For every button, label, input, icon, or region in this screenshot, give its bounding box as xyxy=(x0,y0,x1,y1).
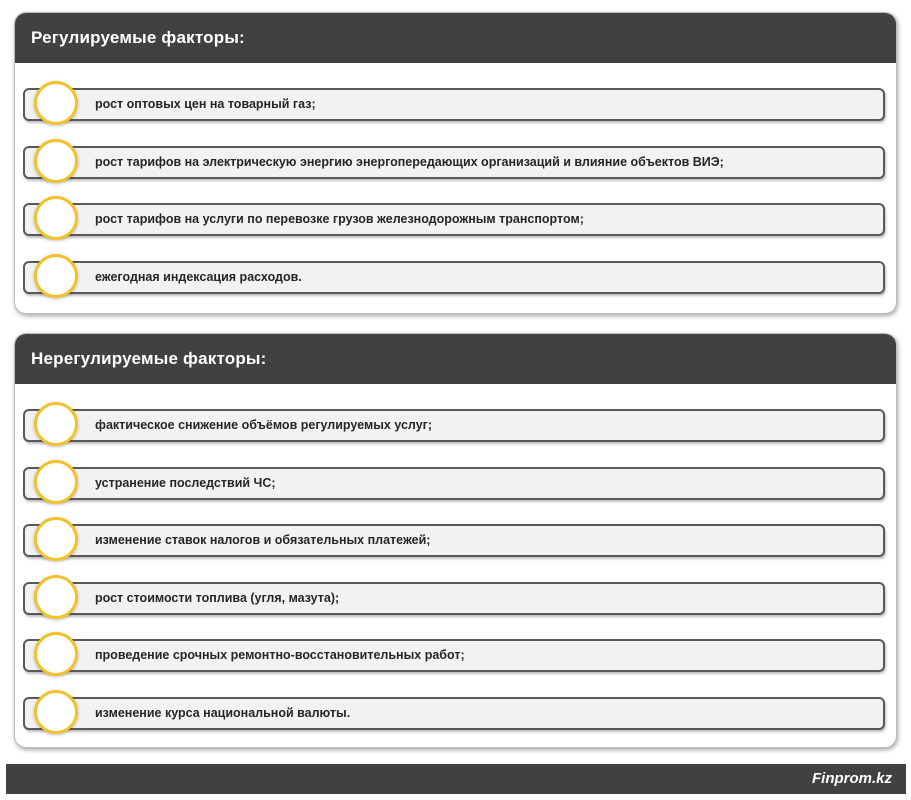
list-item xyxy=(15,405,896,463)
bullet-circle-icon xyxy=(34,139,78,183)
list-item xyxy=(15,635,896,693)
item-text: изменение курса национальной валюты. xyxy=(95,705,351,720)
item-text: ежегодная индексация расходов. xyxy=(95,269,302,284)
bullet-circle-icon xyxy=(34,460,78,504)
footer-bar xyxy=(6,764,906,794)
list-item xyxy=(15,257,896,315)
brand-label: Finprom.kz xyxy=(811,770,892,787)
item-text: фактическое снижение объёмов регулируемых услуг; xyxy=(95,418,433,432)
item-text: рост стоимости топлива (угля, мазута); xyxy=(95,590,340,605)
bullet-circle-icon xyxy=(34,632,78,676)
bullet-circle-icon xyxy=(34,690,78,734)
bullet-circle-icon xyxy=(34,575,78,619)
unregulated-factors-list xyxy=(15,384,896,748)
list-item xyxy=(15,520,896,578)
list-item xyxy=(15,142,896,200)
unregulated-factors-panel xyxy=(14,333,897,748)
regulated-factors-list xyxy=(15,63,896,314)
list-item xyxy=(15,199,896,257)
list-item xyxy=(15,463,896,521)
list-item xyxy=(15,693,896,749)
unregulated-factors-title: Нерегулируемые факторы: xyxy=(15,334,896,384)
bullet-circle-icon xyxy=(34,81,78,125)
list-item xyxy=(15,578,896,636)
item-text: рост оптовых цен на товарный газ; xyxy=(95,97,316,111)
bullet-circle-icon xyxy=(34,517,78,561)
list-item xyxy=(15,84,896,142)
regulated-factors-panel xyxy=(14,12,897,314)
item-text: рост тарифов на услуги по перевозке грузов железнодорожным транспортом; xyxy=(95,212,584,226)
regulated-factors-title: Регулируемые факторы: xyxy=(15,13,896,63)
item-text: проведение срочных ремонтно-восстановительных работ; xyxy=(95,648,465,662)
bullet-circle-icon xyxy=(34,196,78,240)
item-text: устранение последствий ЧС; xyxy=(95,475,276,490)
bullet-circle-icon xyxy=(34,254,78,298)
item-text: рост тарифов на электрическую энергию энергопередающих организаций и влияние объектов ВИЭ; xyxy=(95,154,724,169)
bullet-circle-icon xyxy=(34,402,78,446)
item-text: изменение ставок налогов и обязательных платежей; xyxy=(95,533,431,547)
